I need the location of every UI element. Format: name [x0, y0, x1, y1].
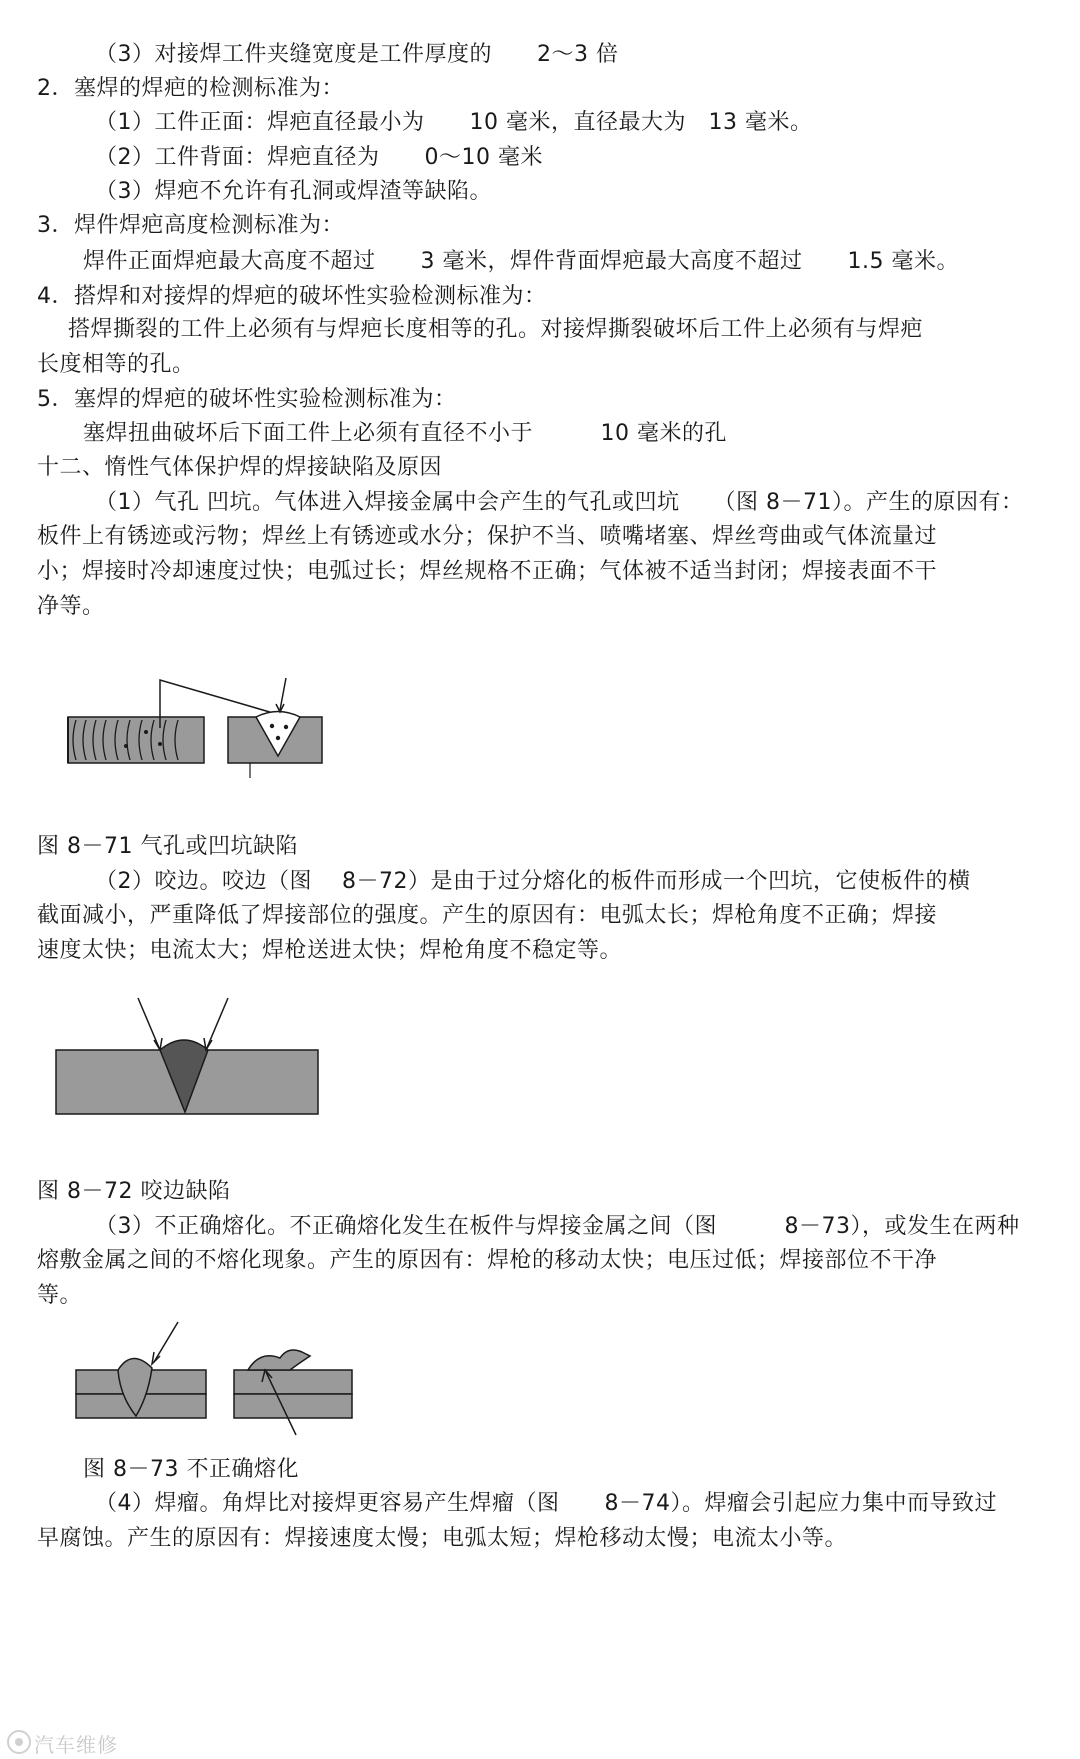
figure-caption: 图 8－71 气孔或凹坑缺陷 [37, 834, 298, 859]
section-heading: 2．塞焊的焊疤的检测标准为： [37, 76, 344, 101]
text-line: （2）工件背面：焊疤直径为 0～10 毫米 [95, 145, 543, 170]
section-heading: 3．焊件焊疤高度检测标准为： [37, 213, 344, 238]
figure-8-72-undercut [50, 990, 350, 1130]
text-line: 净等。 [37, 594, 105, 619]
text-line: （3）对接焊工件夹缝宽度是工件厚度的 2～3 倍 [95, 42, 619, 67]
text-line: 截面减小，严重降低了焊接部位的强度。产生的原因有：电弧太长；焊枪角度不正确；焊接 [37, 903, 938, 928]
section-heading: 5．塞焊的焊疤的破坏性实验检测标准为： [37, 387, 457, 412]
text-line: （1）工件正面：焊疤直径最小为 10 毫米，直径最大为 13 毫米。 [95, 110, 813, 135]
text-line: （3）不正确熔化。不正确熔化发生在板件与焊接金属之间（图 8－73），或发生在两种 [95, 1214, 1020, 1239]
text-line: 长度相等的孔。 [37, 352, 195, 377]
text-line: 等。 [37, 1283, 83, 1308]
text-line: （2）咬边。咬边（图 8－72）是由于过分熔化的板件而形成一个凹坑，它使板件的横 [95, 869, 971, 894]
watermark-text: 汽车维修 [34, 1733, 118, 1757]
text-line: （4）焊瘤。角焊比对接焊更容易产生焊瘤（图 8－74）。焊瘤会引起应力集中而导致过 [95, 1491, 997, 1516]
text-line: 速度太快；电流太大；焊枪送进太快；焊枪角度不稳定等。 [37, 938, 623, 963]
figure-caption: 图 8－72 咬边缺陷 [37, 1179, 231, 1204]
text-line: 板件上有锈迹或污物；焊丝上有锈迹或水分；保护不当、喷嘴堵塞、焊丝弯曲或气体流量过 [37, 524, 938, 549]
section-heading: 4．搭焊和对接焊的焊疤的破坏性实验检测标准为： [37, 284, 547, 309]
text-line: 小；焊接时冷却速度过快；电弧过长；焊丝规格不正确；气体被不适当封闭；焊接表面不干 [37, 559, 938, 584]
text-line: 搭焊撕裂的工件上必须有与焊疤长度相等的孔。对接焊撕裂破坏后工件上必须有与焊疤 [68, 317, 924, 342]
figure-8-71-porosity [60, 660, 370, 790]
text-line: 早腐蚀。产生的原因有：焊接速度太慢；电弧太短；焊枪移动太慢；电流太小等。 [37, 1526, 848, 1551]
text-line: 塞焊扭曲破坏后下面工件上必须有直径不小于 10 毫米的孔 [83, 421, 727, 446]
chapter-heading: 十二、惰性气体保护焊的焊接缺陷及原因 [37, 455, 443, 480]
text-line: 熔敷金属之间的不熔化现象。产生的原因有：焊枪的移动太快；电压过低；焊接部位不干净 [37, 1248, 938, 1273]
watermark-logo-icon [6, 1729, 32, 1755]
text-line: （1）气孔 凹坑。气体进入焊接金属中会产生的气孔或凹坑 （图 8－71）。产生的原因有： [95, 490, 1024, 515]
text-line: 焊件正面焊疤最大高度不超过 3 毫米，焊件背面焊疤最大高度不超过 1.5 毫米。 [83, 249, 959, 274]
watermark [4, 1725, 154, 1757]
text-line: （3）焊疤不允许有孔洞或焊渣等缺陷。 [95, 179, 492, 204]
figure-8-73-incomplete-fusion [70, 1320, 370, 1445]
figure-caption: 图 8－73 不正确熔化 [83, 1457, 299, 1482]
